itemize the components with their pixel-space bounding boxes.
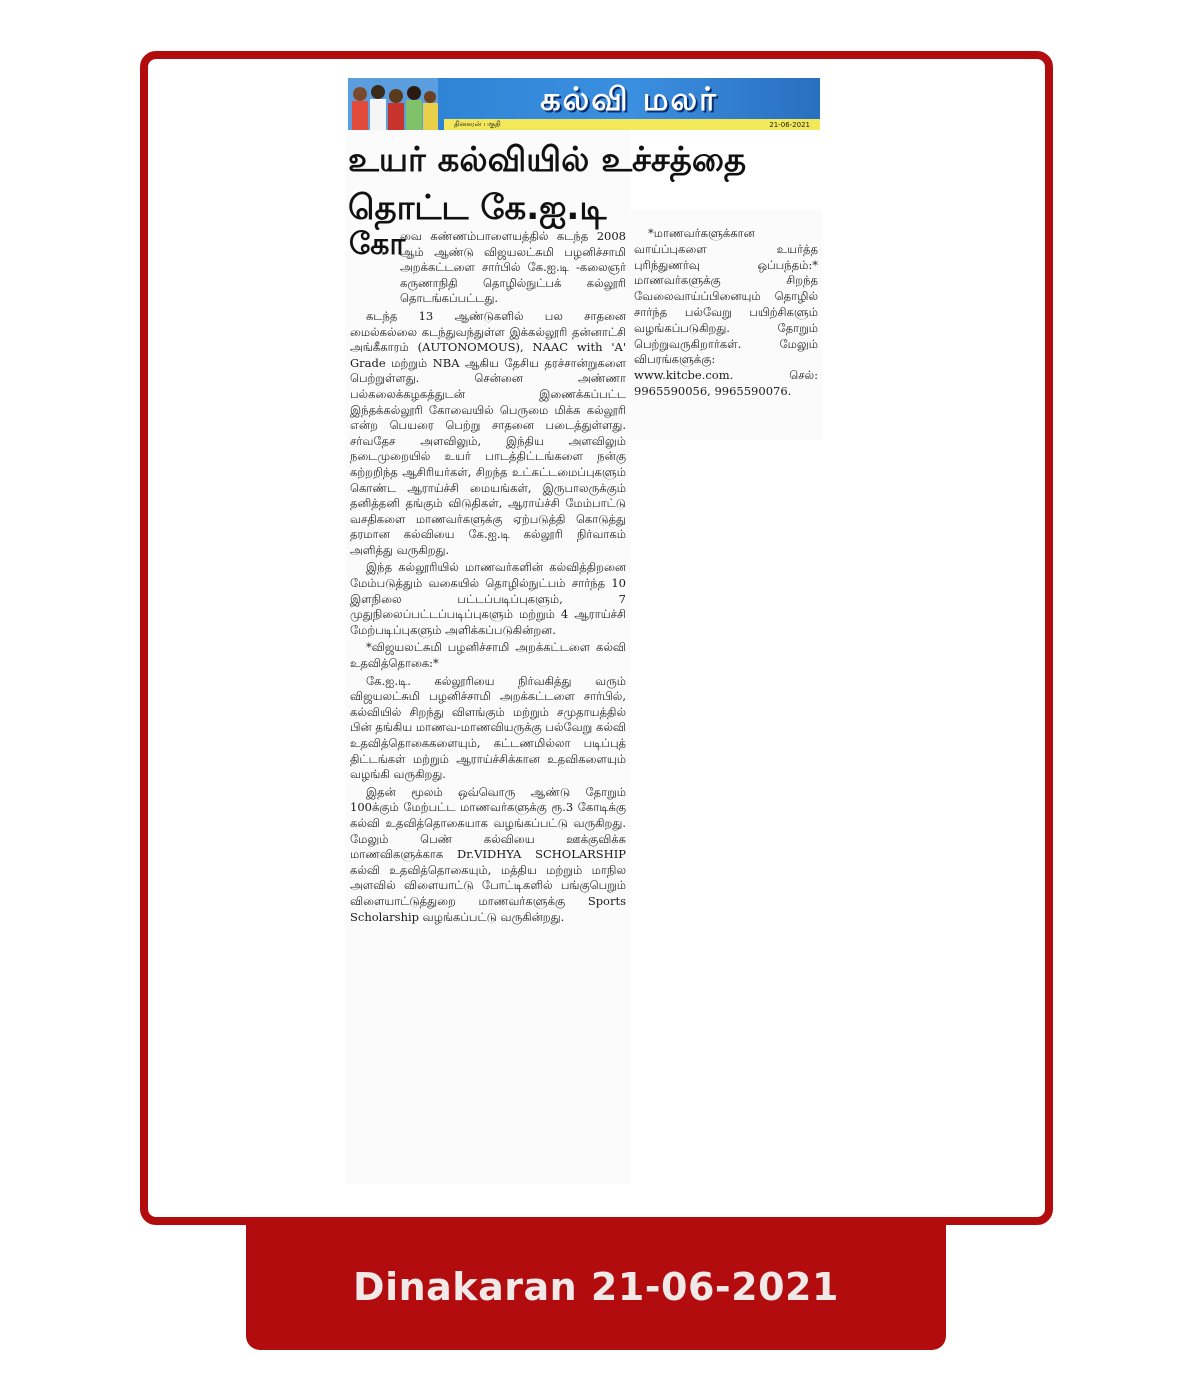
masthead-section-label: தினகரன் பகுதி [454,120,501,128]
caption-text: Dinakaran 21-06-2021 [353,1264,839,1309]
students-photo-icon [348,78,438,130]
article-paragraph: இதன் மூலம் ஒவ்வொரு ஆண்டு தோறும் 100க்கும் மேற்பட்ட மாணவர்களுக்கு ரூ.3 கோடிக்கு கல்வி உதவித்தொகையாக வழங்கப்பட்டு வருகிறது. மேலும் பெண் கல்வியை ஊக்குவிக்க மாணவிகளுக்காக Dr.VIDHYA SCHOLARSHIP கல்வி உதவித்தொகையும், மத்திய மற்றும் மாநில அளவில் விளையாட்டு போட்டிகளில் பங்குபெறும் விளையாட்டுத்துறை மாணவர்களுக்கு Sports Scholarship வழங்கப்பட்டு வருகின்றது. [350,784,626,924]
article-main-column [350,229,626,1181]
headline-line-2: தொட்ட கே.ஐ.டி [348,188,607,228]
masthead-title: கல்வி மலர் [540,80,718,118]
article-side-column [634,226,818,438]
article-paragraph: கடந்த 13 ஆண்டுகளில் பல சாதனை மைல்கல்லை கடந்துவந்துள்ள இக்கல்லூரி தன்னாட்சி அங்கீகாரம் (AUTONOMOUS), NAAC with 'A' Grade மற்றும் NBA ஆகிய தேசிய தரச்சான்றுகளை பெற்றுள்ளது. சென்னை அண்ணா பல்கலைக்கழகத்துடன் இணைக்கப்பட்ட இந்தக்கல்லூரி கோவையில் பெருமை மிக்க கல்லூரி என்ற பெயரை பெற்று சாதனை படைத்துள்ளது. சர்வதேச அளவிலும், இந்திய அளவிலும் நடைமுறையில் உயர் பாடத்திட்டங்களை நன்கு கற்றறிந்த ஆசிரியர்கள், சிறந்த உட்கட்டமைப்புகளும் கொண்ட ஆராய்ச்சி மையங்கள், இருபாலருக்கும் தனித்தனி தங்கும் விடுதிகள், ஆராய்ச்சி மேம்பாட்டு வசதிகளை மாணவர்களுக்கு ஏற்படுத்தி கொடுத்து தரமான கல்வியை கே.ஐ.டி கல்லூரி நிர்வாகம் அளித்து வருகிறது. [350,308,626,557]
side-paragraph: *மாணவர்களுக்கான வாய்ப்புகளை உயர்த்த புரிந்துணர்வு ஒப்பந்தம்:* மாணவர்களுக்கு சிறந்த வேலைவாய்ப்பினையும் தொழில் சார்ந்த பல்வேறு பயிற்சிகளும் வழங்கப்படுகிறது. தோறும் பெற்றுவருகிறார்கள். மேலும் விபரங்களுக்கு: www.kitcbe.com. செல்: 9965590056, 9965590076. [634,226,818,398]
article-paragraph: வை கண்ணம்பாளையத்தில் கடந்த 2008 ஆம் ஆண்டு விஜயலட்சுமி பழனிச்சாமி அறக்கட்டளை சார்பில் கே.ஐ.டி -கலைஞர் கருணாநிதி தொழில்நுட்பக் கல்லூரி தொடங்கப்பட்டது. [400,229,626,306]
article-subheading: *விஜயலட்சுமி பழனிச்சாமி அறக்கட்டளை கல்வி உதவித்தொகை:* [350,640,626,671]
headline-line-1: உயர் கல்வியில் உச்சத்தை [348,140,747,180]
caption-banner [246,1223,946,1350]
article-paragraph: கே.ஐ.டி. கல்லூரியை நிர்வகித்து வரும் விஜயலட்சுமி பழனிச்சாமி அறக்கட்டளை சார்பில், கல்வியில் சிறந்து விளங்கும் மற்றும் சமுதாயத்தில் பின் தங்கிய மாணவ-மாணவியருக்கு பல்வேறு கல்வி உதவித்தொகைகளையும், கட்டணமில்லா படிப்புத் திட்டங்கள் மற்றும் ஆராய்ச்சிக்கான உதவிகளையும் வழங்கி வருகிறது. [350,673,626,782]
masthead-date: 21-06-2021 [769,120,810,129]
drop-cap: கோ [349,227,406,262]
masthead-banner [348,78,820,130]
article-paragraph: இந்த கல்லூரியில் மாணவர்களின் கல்வித்திறனை மேம்படுத்தும் வகையில் தொழில்நுட்பம் சார்ந்த 10 இளநிலை பட்டப்படிப்புகளும், 7 முதுநிலைப்பட்டப்படிப்புகளும் மற்றும் 4 ஆராய்ச்சி மேற்படிப்புகளும் அளிக்கப்படுகின்றன. [350,560,626,637]
masthead-strip [444,119,820,130]
